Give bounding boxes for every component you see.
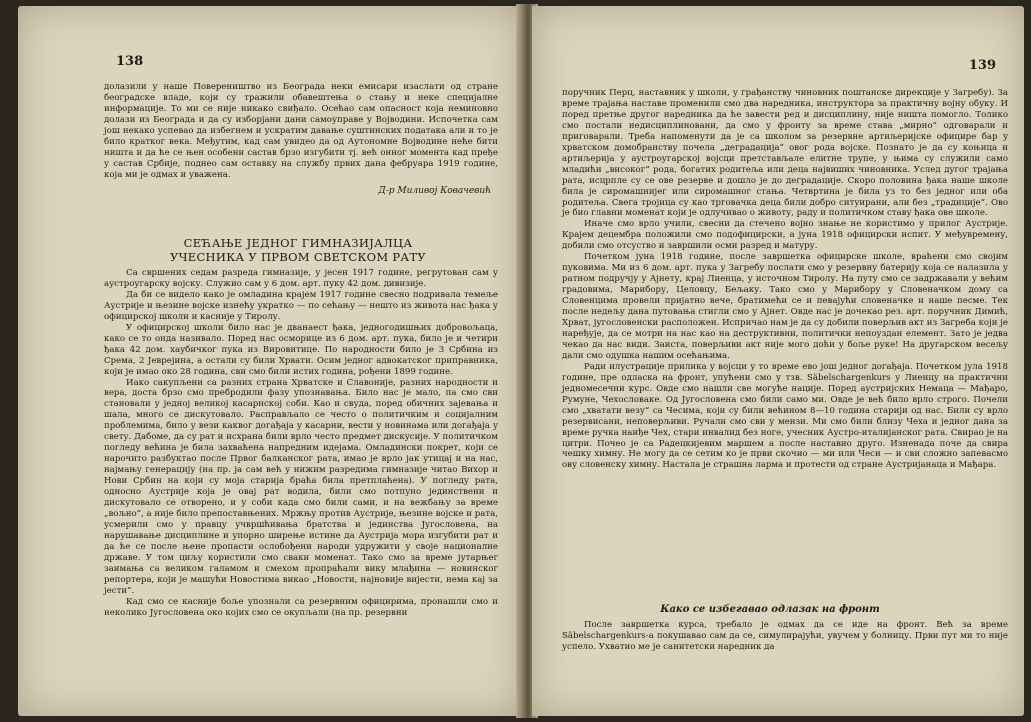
right-page: [532, 6, 1024, 716]
paragraph: Иначе смо врло учили, свесни да стечено војно знање не користимо у прилог Аустрије. Крајем децембра положили смо подофицирски, а јуна 1918 официрски испит. У међувремену, добили смо отсуство и завршили осми разред и матуру.: [562, 219, 1008, 252]
paragraph: Иако сакупљени са разних страна Хрватске и Славоније, разних народности и вера, доста брзо смо пребродили фазу упознавања. Било нас је мало, па смо сви становали у једној великој касарнској соби. Као и свуда, поред обичних зајевања и шала, много се дискутовало. Расправљало се често о политичким и социјалним проблемима, било у вези каквог догађаја у касарни, вести у новинама или догађаја у свету. Дабоме, да су рат и исхрана били врло често предмет дискусије. У политичком погледу већина је била захваћена напредним идејама. Омладински покрет, који се нарочито разбуктао после Првог балканског рата, имао је врло јак утицај и на нас, најмању генерацију (на пр. ја сам већ у нижим разредима гимназије читао Вихор и Нови Србин на који су моја старија браћа била претплаћена). У погледу рата, односно Аустрије која је овај рат водила, били смо потпуно јединствени и дискутовало се отворено, и у соби када смо били сами, и на вежбању за време „вољно“, а није било препоставњених. Мржњу против Аустрије, њезине војске и рата, усмерили смо у правцу учвршћивања братства и јединства Југословена, на нарушавање дисциплине и упорно ширење истине да Аустрија мора изгубити рат и да ће се после њене пропасти ослобођени народи удружити у своје националне државе. У том циљу користили смо сваки моменат. Тако смо за време јутарњег заимања са великом галамом и смехом пропраћали вику млађина — новинског репортера, који је машући Новостима викао „Новости, најновије вијести, нема кај за јести“.: [104, 377, 498, 596]
paragraph: Да би се видело како је омладина крајем 1917 године свесно подривала темеље Аустрије и њезине војске изнећу укратко — по сећању — нешто из живота нас ђака у официрској школи и касније у Тиролу.: [104, 289, 498, 322]
page-number-right: 139: [968, 58, 996, 73]
paragraph: У официрској школи било нас је дванаест ђака, једногодишњих добровољаца, како се то онда називало. Поред нас осморице из 6 дом. арт. пука, било је и четири ђака 42 дом. хаубичког пука из Вировитице. По народности било је 3 Србина из Срема, 2 Јеврејина, а остали су били Хрвати. Осим једног адвокатског приправника, који је имао око 28 година, сви смо били истих година, рођени 1899 године.: [104, 322, 498, 377]
article-title-line2: УЧЕСНИКА У ПРВОМ СВЕТСКОМ РАТУ: [169, 250, 427, 264]
signature: Д-р Миливој Ковачевић: [378, 186, 491, 196]
paragraph: После завршетка курса, требало је одмах да се иде на фронт. Већ за време Säbelschargenkurs-а покушавао сам да се, симулирајући, увучем у болницу. Први пут ми то није успело. Ухватио ме је санитетски наредник да: [562, 620, 1008, 652]
paragraph: Ради илустрације прилика у војсци у то време ево још једног догађаја. Почетком јула 1918 године, пре одласка на фронт, упућени смо у тзв. Säbelschargenkurs у Лиенцу на практични једномесечни курс. Овде смо нашли све могуће нације. Поред аустријских Немаца — Мађаро, Румуне, Чехословаке. Од Југословена смо били само ми. Овде је већ било врло строго. Почели смо „хватати везу“ са Чесима, који су били већином 8—10 година старији од нас. Били су врло резервисани, неповерљиви. Ручали смо сви у мензи. Ми смо били близу Чеха и једног дана за време ручка наиђе Чех, стари инвалид без ноге, учесник Аустро-италијанског рата. Свирао је на цитри. Почео је са Радецкијевим маршем а после наставио друго. Изненада поче да свира чешку химну. Не могу да се сетим ко је први скочио — ми или Чеси — и сви сложно запевасмо ову словенску химну. Настала је страшна ларма и протести од стране Аустријанаца и Мађара.: [562, 361, 1008, 471]
paragraph: долазили у наше Повереништво из Београда неки емисари изаслати од стране београдске владе, који су тражили обавештења о стању и неке специјалне информације. То ми се није никако свиђало. Осећао сам опасност која неминовно долази из Београда и да су изборјани дани самоуправе у Војводини. Испочетка сам још некако успевао да избегнем и ускратим давање суштинских података али и то је било кратког века. Међутим, кад сам увидео да од Аутономне Војводине неће бити ништа и да ће се њен особени састав брзо изгубити тј. већ онног момента кад пређе у састав Србије, поднео сам оставку на службу првих дана фебруара 1919 године, која ми је одмах и уважена.: [104, 82, 498, 180]
paragraph: Почетком јуна 1918 године, после завршетка официрске школе, враћени смо својим пуковима. Ми из 6 дом. арт. пука у Загребу послати смо у резервну батерију која се налазила у ратном подручју у Ајнету, крај Лиенца, у источном Тиролу. На путу смо се задржавали у већим градовима, Марибору, Целовцу, Бељаку. Тако смо у Марибору у Словеначком дому са Словенцима провели пријатно вече, братимећи се и певајући словеначке и наше песме. Тек после недељу дана путовања стигли смо у Ајнет. Овде нас је дочекао рез. арт. поручник Димић, Хрват, југословенски расположен. Испричао нам је да су добили поверљив акт из Загреба који је наређује, да се мотри на нас као на деструктивни, политички непоуздан елемент. Зато је једва чекао да нас види. Заиста, поверљиви акт није мого доћи у боље руке! На другарском весељу дали смо одушка нашим осећањима.: [562, 252, 1008, 361]
section-subheading: Како се избегавао одлазак на фронт: [660, 604, 880, 615]
paragraph: Кад смо се касније боље упознали са резервним официрима, пронашли смо и неколико Југословена око којих смо се окупљали (на пр. резервни: [104, 596, 498, 618]
left-body-text: [104, 268, 498, 619]
right-body-text: [562, 88, 1008, 471]
left-top-text: [104, 82, 498, 181]
article-title-line1: СЕЋАЊЕ ЈЕДНОГ ГИМНАЗИЈАЛЦА: [183, 236, 413, 250]
paragraph: поручник Перц, наставник у школи, у грађанству чиновник поштанске дирекције у Загребу). За време трајања наставе променили смо два наредника, инструктора за практичну војну обуку. И поред претње другог наредника да ће завести ред и дисциплину, није ништа помогло. Толико смо постали недисциплиновани, да смо у фронту за време става „мирно“ одговарали и приговарали. Треба напоменути да је са школом за резервне артиљеријске официре бар у хрватском домобранству почела „деградација“ овог рода војске. Познато је да су коњица и артиљерија у аустроугарској војсци претстављале елитне трупе, у њима су служили само младићи „високог“ рода, богатих родитеља или деца највиших чиновника. Услед дугог трајања рата, исцрпле су се ове резерве и дошло је до деградације. Скоро половина ђака наше школе била је сиромашнијег или сиромашног стања. Четвртина је била уз то без једног или оба родитеља. Свега тројица су као трговачка деца били добро ситуирани, али без „традиције“. Ово је био главни моменат који је одлучивао о животу, раду и политичком ставу ђака ове школе.: [562, 88, 1008, 219]
right-tail-text: [562, 620, 1008, 653]
paragraph: Са свршених седам разреда гимназије, у јесен 1917 године, регрутован сам у аустроугарску војску. Служио сам у 6 дом. арт. пуку 42 дом. дивизије.: [104, 268, 498, 289]
page-number-left: 138: [116, 54, 144, 69]
left-page: [18, 6, 521, 716]
